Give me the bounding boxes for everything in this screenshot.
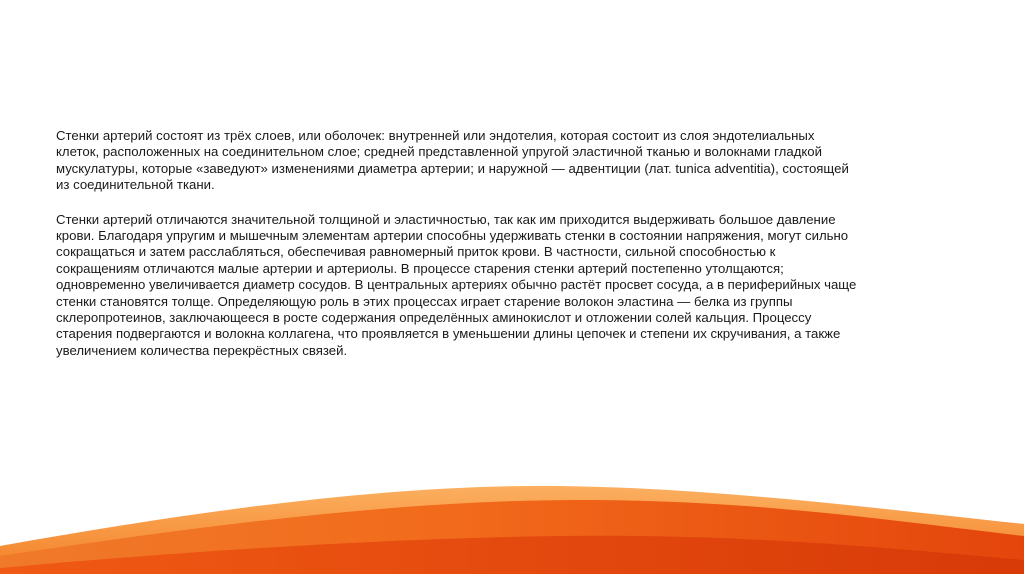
paragraph-elasticity: Стенки артерий отличаются значительной толщиной и эластичностью, так как им приходится выдерживать большое давление крови. Благодаря упругим и мышечным элементам артерии способны удерживать стенки в состоянии напряжения, могут сильно сокращаться и затем расслабляться, обеспечивая равномерный приток крови. В частности, сильной способностью к сокращениям отличаются малые артерии и артериолы. В процессе старения стенки артерий постепенно утолщаются; одновременно увеличивается диаметр сосудов. В центральных артериях обычно растёт просвет сосуда, а в периферийных чаще стенки становятся толще. Определяющую роль в этих процессах играет старение волокон эластина — белка из группы склеропротеинов, заключающееся в росте содержания определённых аминокислот и отложении солей кальция. Процессу старения подвергаются и волокна коллагена, что проявляется в уменьшении длины цепочек и степени их скручивания, а также увеличением количества перекрёстных связей. xyxy=(56,211,857,358)
paragraph-layers: Стенки артерий состоят из трёх слоев, или оболочек: внутренней или эндотелия, которая состоит из слоя эндотелиальных клеток, расположенных на соединительном слое; средней представленной упругой эластичной тканью и волокнами гладкой мускулатуры, которые «заведуют» изменениями диаметра артерии; и наружной — адвентиции (лат. tunica adventitia), состоящей из соединительной ткани. xyxy=(56,128,849,193)
slide-text xyxy=(56,128,971,377)
orange-wave-decoration xyxy=(0,464,1024,574)
